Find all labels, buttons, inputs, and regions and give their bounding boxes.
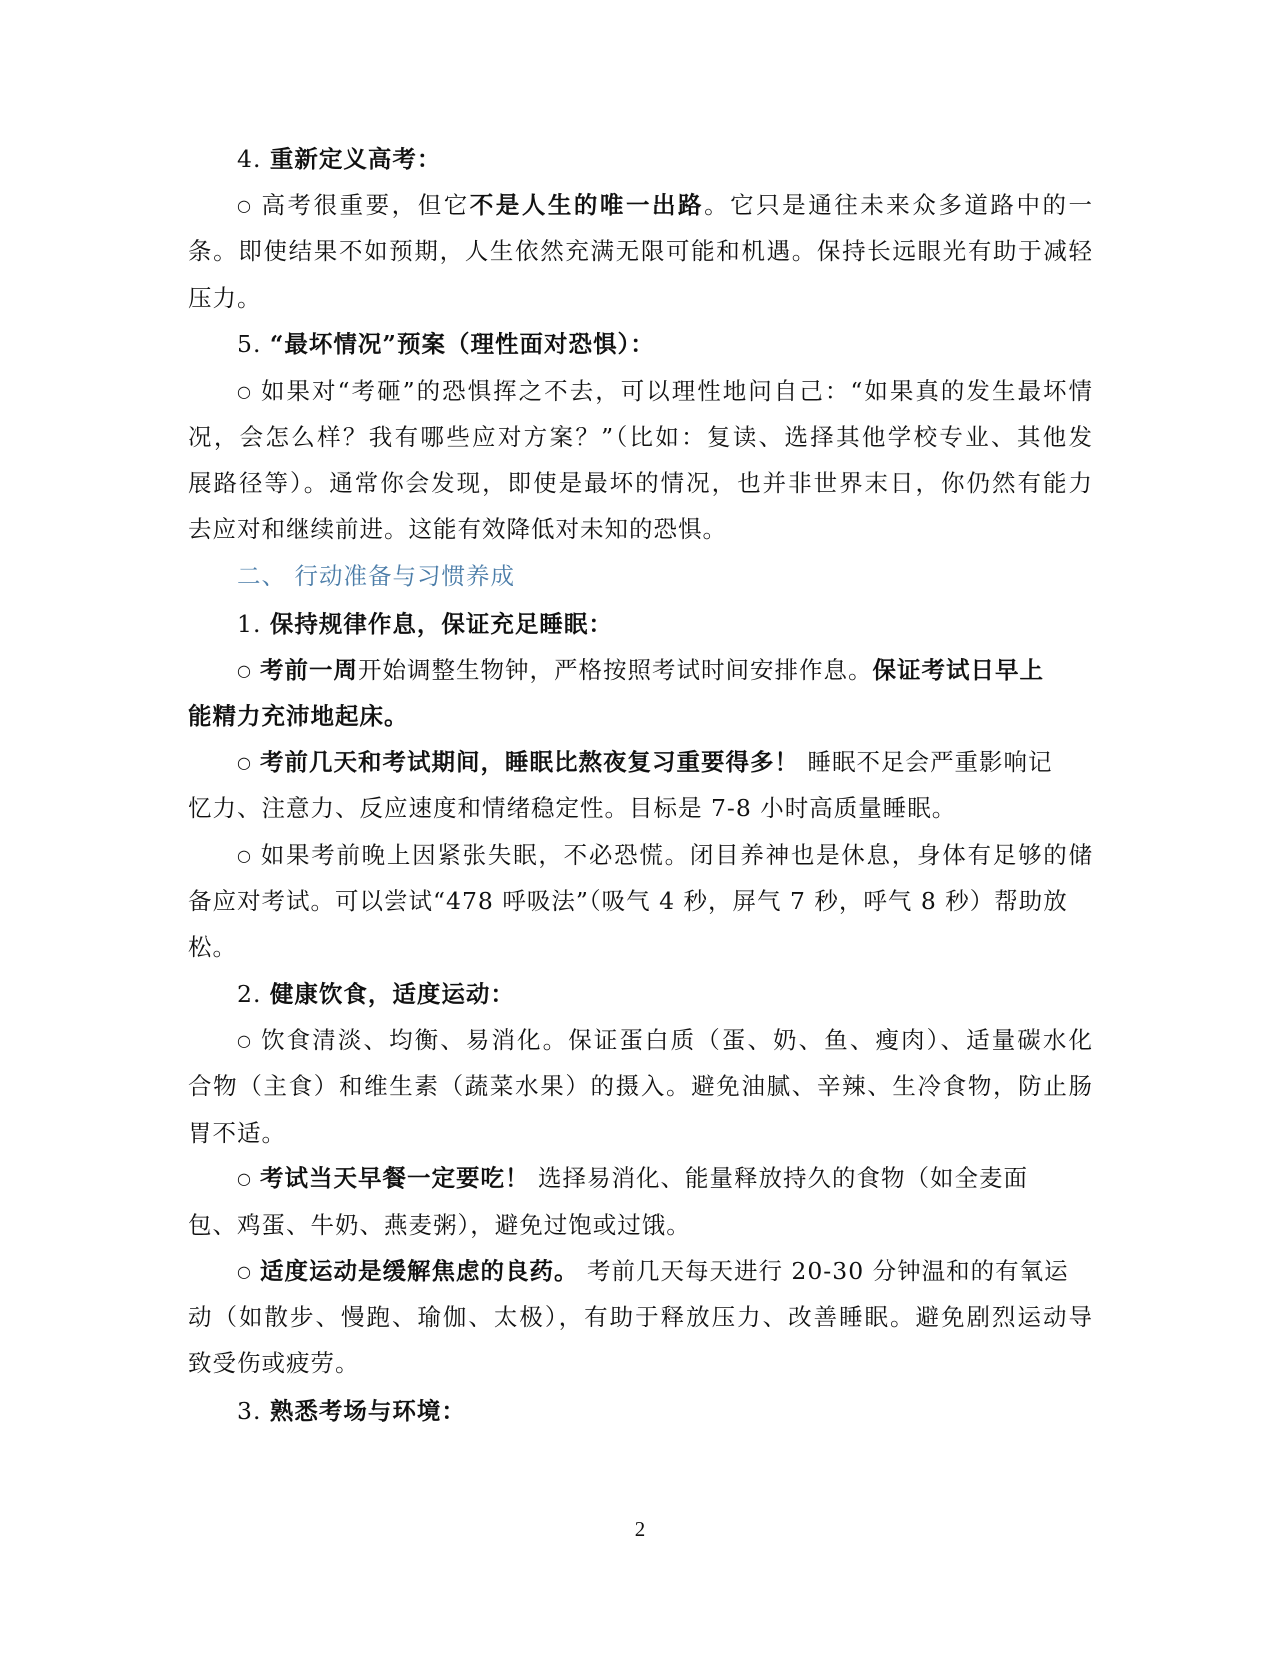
bullet-circle-icon: ○: [237, 1169, 252, 1188]
bullet-circle-icon: ○: [237, 1031, 252, 1050]
body-text: 5.: [237, 330, 270, 358]
section-heading: 二、 行动准备与习惯养成: [237, 562, 515, 590]
text-line: [237, 560, 1142, 592]
text-line: [237, 839, 1093, 874]
body-text: 2.: [237, 980, 270, 1008]
bold-text: 考前几天和考试期间，睡眠比熬夜复习重要得多！: [259, 748, 799, 776]
bold-text: 适度运动是缓解焦虑的良药。: [259, 1257, 579, 1285]
body-text: 3.: [237, 1397, 270, 1425]
text-line: [188, 235, 1093, 267]
page-number: 2: [634, 1517, 646, 1541]
text-line: [237, 375, 1093, 410]
bold-text: 考试当天早餐一定要吃！: [259, 1164, 530, 1192]
body-text: 如果对“考砸”的恐惧挥之不去，可以理性地问自己：“如果真的发生最坏情: [259, 377, 1093, 405]
bullet-circle-icon: ○: [237, 196, 252, 215]
body-text: 忆力、注意力、反应速度和情绪稳定性。目标是 7-8 小时高质量睡眠。: [188, 794, 957, 822]
body-text: 高考很重要，但它: [259, 191, 470, 219]
text-line: [237, 654, 1142, 689]
body-text: 压力。: [188, 284, 262, 312]
body-text: 展路径等）。通常你会发现，即使是最坏的情况，也并非世界末日，你仍然有能力: [188, 469, 1093, 497]
text-line: [188, 792, 1093, 824]
bullet-circle-icon: ○: [237, 753, 252, 772]
body-text: 1.: [237, 610, 270, 638]
body-text: 选择易消化、能量释放持久的食物（如全麦面: [529, 1164, 1028, 1192]
text-line: [237, 328, 1142, 360]
text-line: [237, 189, 1093, 224]
text-line: [188, 700, 1093, 732]
bullet-circle-icon: ○: [237, 661, 252, 680]
body-text: 4.: [237, 145, 270, 173]
text-line: [188, 421, 1093, 453]
bold-text: 考前一周: [259, 656, 358, 684]
body-text: 去应对和继续前进。这能有效降低对未知的恐惧。: [188, 515, 727, 543]
body-text: 动（如散步、慢跑、瑜伽、太极），有助于释放压力、改善睡眠。避免剧烈运动导: [188, 1303, 1093, 1331]
bold-text: 不是人生的唯一出路: [469, 191, 705, 219]
bullet-circle-icon: ○: [237, 1262, 252, 1281]
text-line: [188, 282, 1093, 314]
text-line: [188, 513, 1093, 545]
bold-text: 重新定义高考：: [269, 145, 442, 173]
body-text: 松。: [188, 933, 237, 961]
body-text: 睡眠不足会严重影响记: [798, 748, 1053, 776]
bold-text: 能精力充沛地起床。: [188, 702, 409, 730]
text-line: [188, 885, 1093, 917]
body-text: 如果考前晚上因紧张失眠，不必恐慌。闭目养神也是休息，身体有足够的储: [259, 841, 1093, 869]
body-text: 备应对考试。可以尝试“478 呼吸法”（吸气 4 秒，屏气 7 秒，呼气 8 秒）帮助放: [188, 887, 1068, 915]
text-line: [188, 931, 1093, 963]
text-line: [237, 1162, 1142, 1197]
text-line: [188, 1209, 1093, 1241]
text-line: [237, 608, 1142, 640]
text-line: [188, 1117, 1093, 1149]
text-line: [237, 978, 1142, 1010]
body-text: 饮食清淡、均衡、易消化。保证蛋白质（蛋、奶、鱼、瘦肉）、适量碳水化: [259, 1026, 1093, 1054]
text-line: [237, 746, 1142, 781]
body-text: 包、鸡蛋、牛奶、燕麦粥），避免过饱或过饿。: [188, 1211, 691, 1239]
bold-text: 保证考试日早上: [872, 656, 1044, 684]
text-line: [237, 1255, 1142, 1290]
bold-text: 保持规律作息，保证充足睡眠：: [269, 610, 613, 638]
body-text: 况，会怎么样？我有哪些应对方案？”（比如：复读、选择其他学校专业、其他发: [188, 423, 1093, 451]
bold-text: 健康饮食，适度运动：: [269, 980, 515, 1008]
body-text: 考前几天每天进行 20-30 分钟温和的有氧运: [578, 1257, 1069, 1285]
bullet-circle-icon: ○: [237, 846, 252, 865]
bold-text: 熟悉考场与环境：: [269, 1397, 466, 1425]
body-text: 合物（主食）和维生素（蔬菜水果）的摄入。避免油腻、辛辣、生冷食物，防止肠: [188, 1072, 1093, 1100]
bold-text: “最坏情况”预案（理性面对恐惧）：: [269, 330, 655, 358]
text-line: [188, 1070, 1093, 1102]
body-text: 。它只是通往未来众多道路中的一: [704, 191, 1094, 219]
text-line: [188, 467, 1093, 499]
bullet-circle-icon: ○: [237, 382, 252, 401]
text-line: [188, 1301, 1093, 1333]
text-line: [237, 1395, 1142, 1427]
text-line: [237, 143, 1142, 175]
text-line: [188, 1347, 1093, 1379]
body-text: 致受伤或疲劳。: [188, 1349, 360, 1377]
body-text: 胃不适。: [188, 1119, 286, 1147]
text-line: [237, 1024, 1093, 1059]
body-text: 条。即使结果不如预期，人生依然充满无限可能和机遇。保持长远眼光有助于减轻: [188, 237, 1093, 265]
body-text: 开始调整生物钟，严格按照考试时间安排作息。: [357, 656, 873, 684]
